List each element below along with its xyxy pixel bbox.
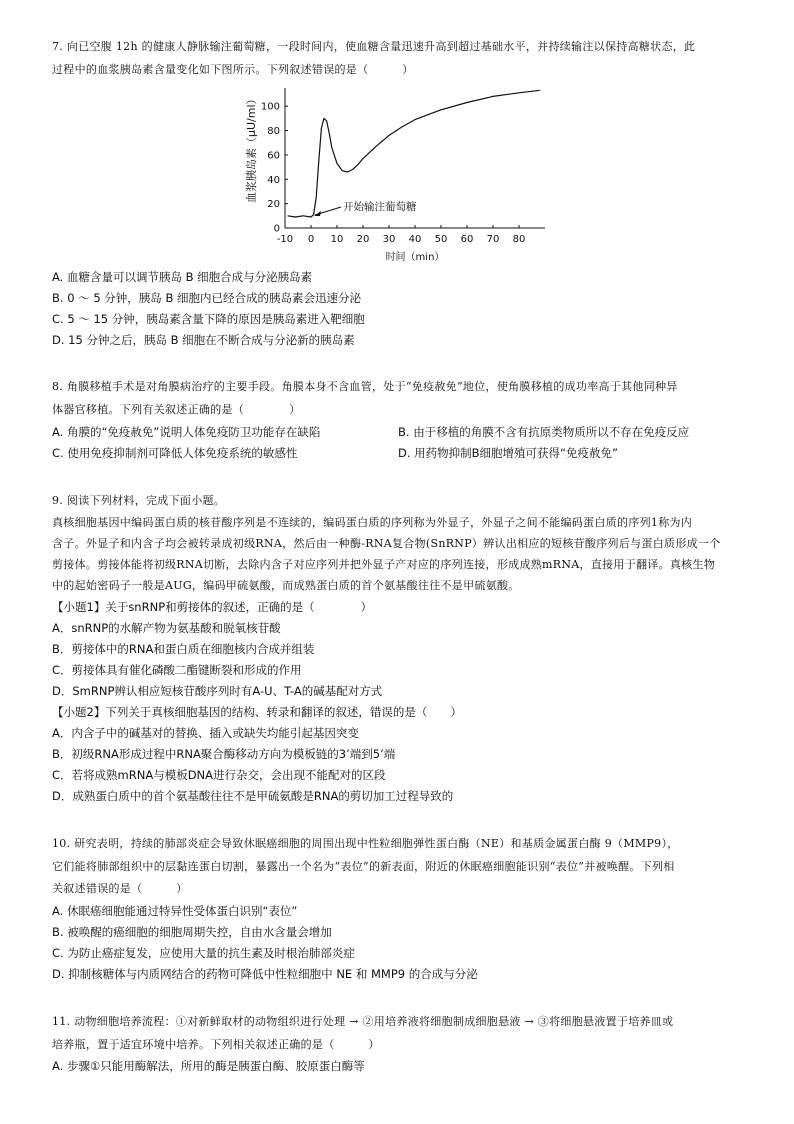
x-tick-label: 40 — [408, 234, 422, 245]
x-tick-label: 80 — [512, 234, 526, 245]
insulin-chart — [230, 78, 560, 268]
q10-option-a: A. 休眠癌细胞能通过特异性受体蛋白识别“表位” — [52, 904, 298, 918]
q7-option-a: A. 血糖含量可以调节胰岛 B 细胞合成与分泌胰岛素 — [52, 270, 313, 284]
q7-option-d: D. 15 分钟之后，胰岛 B 细胞在不断合成与分泌新的胰岛素 — [52, 333, 355, 347]
q9-sub2-option-a: A．内含子中的碱基对的替换、插入或缺失均能引起基因突变 — [52, 726, 359, 740]
y-tick-label: 0 — [273, 223, 280, 235]
q9-sub1-option-b: B．剪接体中的RNA和蛋白质在细胞核内合成并组装 — [52, 642, 315, 656]
x-tick-label: 0 — [307, 234, 315, 245]
y-tick-label: 100 — [260, 101, 280, 113]
q8-option-a: A. 角膜的“免疫赦免”说明人体免疫防卫功能存在缺陷 — [52, 425, 321, 439]
x-tick-label: 30 — [382, 234, 396, 245]
q10-stem-line1: 10. 研究表明，持续的肺部炎症会导致休眠癌细胞的周围出现中性粒细胞弹性蛋白酶（NE）和基质金属蛋白酶 9（MMP9）， — [52, 837, 679, 850]
q8-option-c: C. 使用免疫抑制剂可降低人体免疫系统的敏感性 — [52, 446, 298, 460]
q9-sub1-option-c: C．剪接体具有催化磷酸二酯键断裂和形成的作用 — [52, 663, 302, 677]
x-tick-label: 60 — [460, 234, 474, 245]
chart-y-ticks — [261, 102, 288, 235]
q7-option-c: C. 5 ～ 15 分钟，胰岛素含量下降的原因是胰岛素进入靶细胞 — [52, 312, 365, 326]
chart-y-label: 血浆胰岛素（μU/ml） — [245, 93, 258, 203]
y-tick-label: 80 — [267, 126, 280, 138]
q9-sub2-option-d: D．成熟蛋白质中的首个氨基酸往往不是甲硫氨酸是RNA的剪切加工过程导致的 — [52, 789, 454, 803]
q9-sub2-stem: 【小题2】下列关于真核细胞基因的结构、转录和翻译的叙述，错误的是（ ） — [52, 705, 462, 719]
q10-option-c: C. 为防止癌症复发，应使用大量的抗生素及时根治肺部炎症 — [52, 946, 355, 960]
q9-material-line2: 含子。外显子和内含子均会被转录成初级RNA，然后由一种酶-RNA复合物(SnRNP）辨认出相应的短核苷酸序列后与蛋白质形成一个 — [52, 537, 721, 550]
q11-stem-line2: 培养瓶，置于适宜环境中培养。下列相关叙述正确的是（ ） — [52, 1038, 380, 1051]
annotation-label: 开始输注葡萄糖 — [343, 201, 417, 214]
x-tick-label: 70 — [486, 234, 500, 245]
x-tick-label: 20 — [356, 234, 370, 245]
q11-option-a: A. 步骤①只能用酶解法，所用的酶是胰蛋白酶、胶原蛋白酶等 — [52, 1059, 365, 1073]
q8-option-b: B. 由于移植的角膜不含有抗原类物质所以不存在免疫反应 — [398, 425, 690, 439]
q8-stem-line2: 体器官移植。下列有关叙述正确的是（ ） — [52, 403, 301, 416]
chart-x-label: 时间（min） — [385, 252, 445, 263]
q9-sub1-stem: 【小题1】关于snRNP和剪接体的叙述，正确的是（ ） — [52, 600, 373, 614]
x-tick-label: 50 — [434, 234, 448, 245]
q11-stem-line1: 11. 动物细胞培养流程：①对新鲜取材的动物组织进行处理 → ②用培养液将细胞制成细胞悬液 → ③将细胞悬液置于培养皿或 — [52, 1015, 674, 1028]
insulin-curve — [288, 90, 540, 217]
x-tick-label: 10 — [330, 234, 344, 245]
q7-option-b: B. 0 ～ 5 分钟，胰岛 B 细胞内已经合成的胰岛素会迅速分泌 — [52, 291, 361, 305]
q7-stem-line2: 过程中的血浆胰岛素含量变化如下图所示。下列叙述错误的是（ ） — [52, 63, 414, 76]
annotation-arrowhead — [314, 211, 321, 216]
y-tick-label: 20 — [267, 199, 280, 211]
q9-material-line3: 剪接体。剪接体能将初级RNA切断，去除内含子对应序列并把外显子产对应的序列连接，形成成熟mRNA，直接用于翻译。真核生物 — [52, 558, 716, 571]
q9-material-line4: 中的起始密码子一般是AUG，编码甲硫氨酸，而成熟蛋白质的首个氨基酸往往不是甲硫氨酸。 — [52, 579, 520, 592]
q9-sub2-option-b: B．初级RNA形成过程中RNA聚合酶移动方向为模板链的3’端到5’端 — [52, 747, 396, 761]
y-tick-label: 40 — [267, 174, 280, 186]
q8-option-d: D. 用药物抑制B细胞增殖可获得“免疫赦免” — [398, 446, 618, 460]
y-tick-label: 60 — [267, 150, 280, 162]
q9-material-line1: 真核细胞基因中编码蛋白质的核苷酸序列是不连续的，编码蛋白质的序列称为外显子，外显子之间不能编码蛋白质的序列1称为内 — [52, 516, 693, 529]
chart-series-line — [288, 90, 540, 217]
q9-sub1-option-a: A．snRNP的水解产物为氨基酸和脱氧核苷酸 — [52, 621, 281, 635]
q10-stem-line3: 关叙述错误的是（ ） — [52, 882, 188, 895]
chart-annotation — [314, 200, 417, 216]
q10-option-b: B. 被唤醒的癌细胞的细胞周期失控，自由水含量会增加 — [52, 925, 332, 939]
x-tick-label: -10 — [276, 234, 294, 245]
q9-sub1-option-d: D．SmRNP辨认相应短核苷酸序列时有A-U、T-A的碱基配对方式 — [52, 684, 383, 698]
q10-option-d: D. 抑制核糖体与内质网结合的药物可降低中性粒细胞中 NE 和 MMP9 的合成与分泌 — [52, 967, 478, 981]
q8-stem-line1: 8. 角膜移植手术是对角膜病治疗的主要手段。角膜本身不含血管，处于“免疫赦免”地位，使角膜移植的成功率高于其他同种异 — [52, 380, 678, 393]
q9-sub2-option-c: C．若将成熟mRNA与模板DNA进行杂交，会出现不能配对的区段 — [52, 768, 386, 782]
q9-heading: 9. 阅读下列材料，完成下面小题。 — [52, 494, 226, 507]
q10-stem-line2: 它们能将肺部组织中的层黏连蛋白切割，暴露出一个名为“表位”的新表面，附近的休眠癌细胞能识别“表位”并被唤醒。下列相 — [52, 860, 675, 873]
q7-stem-line1: 7. 向已空腹 12h 的健康人静脉输注葡萄糖，一段时间内，使血糖含量迅速升高到超过基础水平，并持续输注以保持高糖状态，此 — [52, 40, 696, 53]
